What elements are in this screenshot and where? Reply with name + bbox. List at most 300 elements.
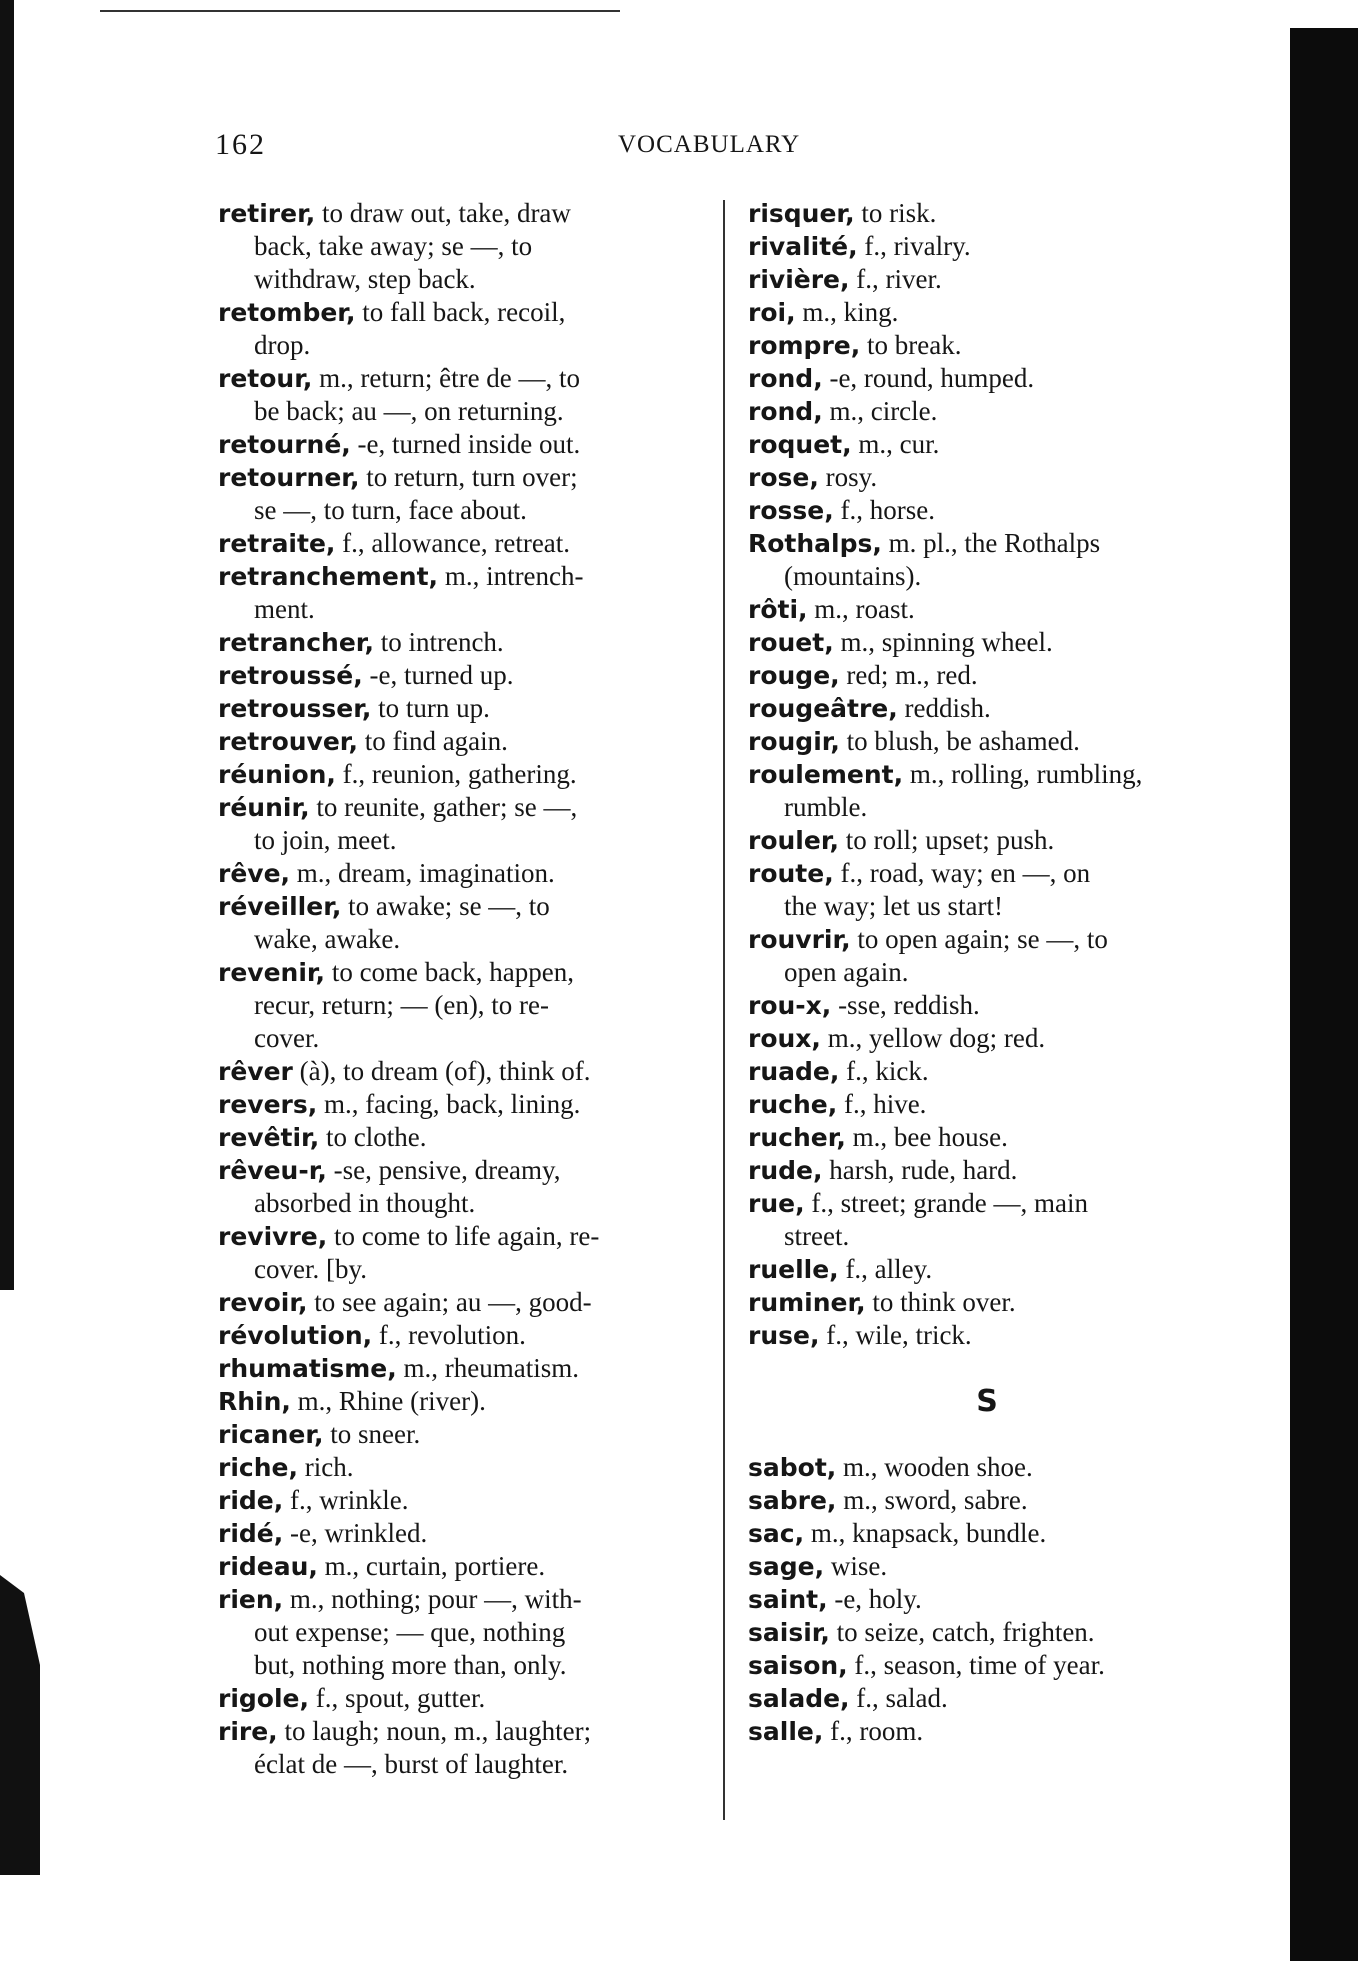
left-column: [218, 197, 700, 1781]
entry-continuation-line: [218, 1748, 700, 1781]
entry-continuation-line: [748, 791, 1226, 824]
definition-text: m., cur.: [858, 429, 940, 459]
entry-first-line: [748, 857, 1226, 890]
definition-text: to open again; se —, to: [857, 924, 1108, 954]
headword: rosse,: [748, 496, 834, 525]
entry-first-line: [748, 1253, 1226, 1286]
entry-continuation-line: [748, 560, 1226, 593]
definition-text: m., yellow dog; red.: [827, 1023, 1046, 1053]
vocab-entry: [748, 923, 1226, 989]
entry-first-line: [748, 1055, 1226, 1088]
headword: rêveu-r,: [218, 1156, 327, 1185]
vocab-entry: [748, 659, 1226, 692]
headword: rivalité,: [748, 232, 858, 261]
entry-first-line: [218, 1286, 700, 1319]
entry-first-line: [748, 1286, 1226, 1319]
entry-first-line: [218, 758, 700, 791]
headword: rouler,: [748, 826, 839, 855]
headword: roulement,: [748, 760, 904, 789]
vocab-entry: [748, 527, 1226, 593]
entry-first-line: [218, 461, 700, 494]
headword: Rothalps,: [748, 529, 882, 558]
vocab-entry: [748, 857, 1226, 923]
definition-text: harsh, rude, hard.: [829, 1155, 1018, 1185]
definition-text: to find again.: [364, 726, 508, 756]
headword: saint,: [748, 1585, 828, 1614]
definition-text: to join, meet.: [254, 825, 397, 855]
headword: roi,: [748, 298, 796, 327]
vocab-entry: [748, 296, 1226, 329]
vocab-entry: [748, 197, 1226, 230]
vocab-entry: [748, 1319, 1226, 1352]
definition-text: m., bee house.: [852, 1122, 1008, 1152]
vocab-entry: [748, 1616, 1226, 1649]
definition-text: m., spinning wheel.: [840, 627, 1053, 657]
vocab-entry: [218, 527, 700, 560]
page-number: 162: [215, 128, 266, 161]
vocab-entry: [218, 1055, 700, 1088]
entry-first-line: [748, 230, 1226, 263]
definition-text: m., knapsack, bundle.: [810, 1518, 1047, 1548]
entry-first-line: [748, 1682, 1226, 1715]
vocab-entry: [748, 1517, 1226, 1550]
headword: rivière,: [748, 265, 850, 294]
definition-text: -e, turned inside out.: [357, 429, 581, 459]
entry-continuation-line: [218, 263, 700, 296]
entry-continuation-line: [748, 1220, 1226, 1253]
headword: ruminer,: [748, 1288, 866, 1317]
definition-text: f., revolution.: [378, 1320, 526, 1350]
definition-text: to laugh; noun, m., laughter;: [284, 1716, 592, 1746]
vocab-entry: [218, 560, 700, 626]
vocab-entry: [748, 1121, 1226, 1154]
vocab-entry: [218, 197, 700, 296]
definition-text: m., curtain, portiere.: [324, 1551, 546, 1581]
entry-first-line: [218, 1385, 700, 1418]
headword: retroussé,: [218, 661, 363, 690]
vocab-entry: [748, 725, 1226, 758]
entry-continuation-line: [748, 956, 1226, 989]
definition-text: to return, turn over;: [366, 462, 578, 492]
entry-first-line: [748, 626, 1226, 659]
headword: retour,: [218, 364, 313, 393]
definition-text: to sneer.: [330, 1419, 421, 1449]
definition-text: éclat de —, burst of laughter.: [254, 1749, 569, 1779]
entry-first-line: [218, 1583, 700, 1616]
entry-first-line: [748, 428, 1226, 461]
scan-top-rule: [100, 10, 620, 12]
entry-first-line: [748, 1715, 1226, 1748]
entry-first-line: [218, 890, 700, 923]
headword: retraite,: [218, 529, 336, 558]
entry-first-line: [748, 1550, 1226, 1583]
entry-first-line: [218, 1418, 700, 1451]
scan-left-notch: [0, 1575, 40, 1875]
scan-right-edge: [1290, 28, 1358, 1961]
definition-text: to turn up.: [378, 693, 490, 723]
vocab-entry: [748, 692, 1226, 725]
definition-text: f., alley.: [845, 1254, 933, 1284]
vocab-entry: [748, 593, 1226, 626]
entry-first-line: [748, 197, 1226, 230]
vocab-entry: [218, 1715, 700, 1781]
entry-first-line: [748, 593, 1226, 626]
headword: revoir,: [218, 1288, 308, 1317]
vocab-entry: [748, 428, 1226, 461]
definition-text: f., street; grande —, main: [811, 1188, 1089, 1218]
headword: retrousser,: [218, 694, 372, 723]
definition-text: f., wrinkle.: [290, 1485, 409, 1515]
headword: rou-x,: [748, 991, 832, 1020]
vocab-entry: [218, 428, 700, 461]
running-head: VOCABULARY: [618, 131, 801, 158]
definition-text: -e, round, humped.: [829, 363, 1035, 393]
definition-text: -sse, reddish.: [838, 990, 980, 1020]
headword: rond,: [748, 397, 823, 426]
definition-text: street.: [784, 1221, 850, 1251]
vocab-entry: [748, 758, 1226, 824]
definition-text: f., season, time of year.: [854, 1650, 1105, 1680]
entry-first-line: [218, 1088, 700, 1121]
vocab-entry: [748, 230, 1226, 263]
entry-continuation-line: [218, 230, 700, 263]
definition-text: red; m., red.: [846, 660, 978, 690]
entry-first-line: [748, 1649, 1226, 1682]
headword: rompre,: [748, 331, 861, 360]
definition-text: drop.: [254, 330, 311, 360]
vocab-entry: [748, 824, 1226, 857]
definition-text: -e, holy.: [834, 1584, 922, 1614]
entry-first-line: [218, 659, 700, 692]
entry-continuation-line: [218, 1187, 700, 1220]
entry-continuation-line: [218, 824, 700, 857]
entry-continuation-line: [218, 923, 700, 956]
entry-first-line: [218, 527, 700, 560]
vocab-entry: [218, 890, 700, 956]
vocab-entry: [748, 1286, 1226, 1319]
headword: rien,: [218, 1585, 284, 1614]
entry-first-line: [218, 1715, 700, 1748]
entry-first-line: [748, 296, 1226, 329]
entry-first-line: [218, 956, 700, 989]
headword: réunion,: [218, 760, 336, 789]
definition-text: f., hive.: [843, 1089, 927, 1119]
entry-first-line: [748, 824, 1226, 857]
entry-first-line: [748, 1517, 1226, 1550]
entry-first-line: [218, 1517, 700, 1550]
entry-first-line: [748, 362, 1226, 395]
vocab-entry: [218, 791, 700, 857]
headword: salade,: [748, 1684, 850, 1713]
definition-text: m., intrench-: [444, 561, 584, 591]
definition-text: rumble.: [784, 792, 868, 822]
entry-first-line: [748, 923, 1226, 956]
headword: revers,: [218, 1090, 318, 1119]
definition-text: m., Rhine (river).: [297, 1386, 486, 1416]
entry-first-line: [748, 494, 1226, 527]
definition-text: m., rolling, rumbling,: [909, 759, 1143, 789]
definition-text: m., wooden shoe.: [843, 1452, 1033, 1482]
definition-text: cover.: [254, 1023, 320, 1053]
definition-text: to intrench.: [380, 627, 504, 657]
scan-left-edge: [0, 0, 14, 1290]
entry-first-line: [748, 758, 1226, 791]
headword: ruche,: [748, 1090, 838, 1119]
definition-text: to come back, happen,: [331, 957, 574, 987]
definition-text: f., rivalry.: [864, 231, 971, 261]
entry-first-line: [748, 1154, 1226, 1187]
definition-text: wise.: [830, 1551, 888, 1581]
definition-text: m., sword, sabre.: [843, 1485, 1028, 1515]
entry-first-line: [748, 527, 1226, 560]
section-letter-heading: S: [976, 1384, 998, 1419]
definition-text: to come to life again, re-: [333, 1221, 600, 1251]
vocab-entry: [218, 659, 700, 692]
vocab-entry: [748, 1583, 1226, 1616]
entry-first-line: [218, 362, 700, 395]
vocab-entry: [748, 989, 1226, 1022]
definition-text: to clothe.: [325, 1122, 427, 1152]
definition-text: f., kick.: [846, 1056, 929, 1086]
entry-first-line: [218, 560, 700, 593]
vocab-entry: [218, 1220, 700, 1286]
entry-first-line: [748, 1187, 1226, 1220]
vocab-entry: [218, 1121, 700, 1154]
entry-first-line: [748, 329, 1226, 362]
vocab-entry: [748, 362, 1226, 395]
vocab-entry: [218, 725, 700, 758]
headword: roquet,: [748, 430, 852, 459]
vocab-entry: [218, 296, 700, 362]
definition-text: to roll; upset; push.: [845, 825, 1055, 855]
vocab-entry: [218, 956, 700, 1055]
headword: sac,: [748, 1519, 805, 1548]
headword: rouet,: [748, 628, 834, 657]
entry-first-line: [748, 1088, 1226, 1121]
headword: rose,: [748, 463, 819, 492]
entry-first-line: [218, 1055, 700, 1088]
vocab-entry: [748, 1451, 1226, 1484]
definition-text: out expense; — que, nothing: [254, 1617, 566, 1647]
headword: ruelle,: [748, 1255, 839, 1284]
vocab-entry: [218, 857, 700, 890]
headword: rôti,: [748, 595, 808, 624]
vocab-entry: [748, 1253, 1226, 1286]
vocab-entry: [748, 1022, 1226, 1055]
entry-first-line: [748, 461, 1226, 494]
entry-first-line: [748, 1616, 1226, 1649]
entry-continuation-line: [218, 1649, 700, 1682]
definition-text: to draw out, take, draw: [322, 198, 571, 228]
definition-text: f., wile, trick.: [826, 1320, 972, 1350]
headword: rire,: [218, 1717, 278, 1746]
entry-first-line: [218, 1484, 700, 1517]
definition-text: m., dream, imagination.: [296, 858, 555, 888]
headword: route,: [748, 859, 834, 888]
vocab-entry: [748, 263, 1226, 296]
headword: ruse,: [748, 1321, 820, 1350]
vocab-entry: [748, 1649, 1226, 1682]
headword: rue,: [748, 1189, 805, 1218]
vocab-entry: [218, 1451, 700, 1484]
headword: riche,: [218, 1453, 298, 1482]
entry-first-line: [748, 692, 1226, 725]
headword: revêtir,: [218, 1123, 320, 1152]
entry-continuation-line: [218, 1253, 700, 1286]
entry-first-line: [218, 1682, 700, 1715]
definition-text: to see again; au —, good-: [314, 1287, 592, 1317]
vocab-entry: [218, 461, 700, 527]
headword: saisir,: [748, 1618, 830, 1647]
entry-continuation-line: [218, 1022, 700, 1055]
vocab-entry: [748, 461, 1226, 494]
entry-continuation-line: [218, 989, 700, 1022]
vocab-entry: [218, 1319, 700, 1352]
entry-first-line: [748, 263, 1226, 296]
definition-text: -e, turned up.: [369, 660, 514, 690]
entry-continuation-line: [218, 494, 700, 527]
entry-first-line: [218, 1319, 700, 1352]
headword: rouge,: [748, 661, 840, 690]
definition-text: -e, wrinkled.: [290, 1518, 428, 1548]
entry-first-line: [218, 296, 700, 329]
definition-text: open again.: [784, 957, 909, 987]
vocab-entry: [748, 1187, 1226, 1253]
vocab-entry: [748, 1550, 1226, 1583]
headword: réunir,: [218, 793, 310, 822]
entry-first-line: [218, 1550, 700, 1583]
headword: risquer,: [748, 199, 855, 228]
entry-first-line: [748, 725, 1226, 758]
headword: rucher,: [748, 1123, 846, 1152]
entry-first-line: [218, 428, 700, 461]
definition-text: m., nothing; pour —, with-: [289, 1584, 582, 1614]
headword: Rhin,: [218, 1387, 291, 1416]
definition-text: se —, to turn, face about.: [254, 495, 527, 525]
definition-text: to awake; se —, to: [348, 891, 550, 921]
headword: revenir,: [218, 958, 326, 987]
vocab-entry: [748, 1484, 1226, 1517]
headword: rougir,: [748, 727, 840, 756]
definition-text: the way; let us start!: [784, 891, 1003, 921]
entry-first-line: [748, 989, 1226, 1022]
headword: rude,: [748, 1156, 823, 1185]
vocab-entry: [218, 362, 700, 428]
headword: sage,: [748, 1552, 825, 1581]
vocab-entry: [748, 1055, 1226, 1088]
entry-first-line: [218, 791, 700, 824]
entry-continuation-line: [218, 329, 700, 362]
definition-text: cover. [by.: [254, 1254, 367, 1284]
definition-text: to risk.: [861, 198, 937, 228]
entry-first-line: [748, 1583, 1226, 1616]
headword: sabre,: [748, 1486, 837, 1515]
vocab-entry: [218, 1385, 700, 1418]
definition-text: (mountains).: [784, 561, 922, 591]
definition-text: wake, awake.: [254, 924, 401, 954]
vocab-entry: [748, 1154, 1226, 1187]
definition-text: m., facing, back, lining.: [324, 1089, 581, 1119]
headword: retirer,: [218, 199, 316, 228]
vocab-entry: [218, 692, 700, 725]
vocab-entry: [218, 1286, 700, 1319]
right-column: [748, 197, 1226, 1748]
headword: sabot,: [748, 1453, 837, 1482]
definition-text: rosy.: [825, 462, 878, 492]
definition-text: m., king.: [802, 297, 899, 327]
column-divider: [723, 200, 725, 1820]
headword: révolution,: [218, 1321, 373, 1350]
definition-text: m., return; être de —, to: [319, 363, 581, 393]
entry-first-line: [218, 1352, 700, 1385]
definition-text: rich.: [304, 1452, 354, 1482]
headword: rhumatisme,: [218, 1354, 397, 1383]
entry-continuation-line: [218, 1616, 700, 1649]
definition-text: f., road, way; en —, on: [840, 858, 1091, 888]
entry-first-line: [218, 692, 700, 725]
vocab-entry: [218, 1517, 700, 1550]
headword: rougeâtre,: [748, 694, 898, 723]
headword: rond,: [748, 364, 823, 393]
definition-text: but, nothing more than, only.: [254, 1650, 567, 1680]
definition-text: ment.: [254, 594, 315, 624]
definition-text: f., room.: [830, 1716, 924, 1746]
headword: rigole,: [218, 1684, 309, 1713]
vocab-entry: [218, 1682, 700, 1715]
vocab-entry: [218, 758, 700, 791]
definition-text: f., spout, gutter.: [315, 1683, 486, 1713]
definition-text: m., roast.: [814, 594, 915, 624]
entry-first-line: [218, 1451, 700, 1484]
definition-text: -se, pensive, dreamy,: [333, 1155, 561, 1185]
headword: rêve,: [218, 859, 291, 888]
vocab-entry: [218, 1352, 700, 1385]
entry-first-line: [748, 1484, 1226, 1517]
headword: retourné,: [218, 430, 351, 459]
entry-first-line: [218, 626, 700, 659]
vocab-entry: [218, 626, 700, 659]
headword: retranchement,: [218, 562, 439, 591]
definition-text: f., salad.: [856, 1683, 948, 1713]
definition-text: to seize, catch, frighten.: [836, 1617, 1095, 1647]
definition-text: to break.: [866, 330, 962, 360]
vocab-entry: [218, 1583, 700, 1682]
definition-text: reddish.: [904, 693, 991, 723]
entry-first-line: [748, 1121, 1226, 1154]
definition-text: to blush, be ashamed.: [846, 726, 1080, 756]
definition-text: withdraw, step back.: [254, 264, 476, 294]
headword: ruade,: [748, 1057, 840, 1086]
definition-text: m. pl., the Rothalps: [888, 528, 1101, 558]
headword: retrancher,: [218, 628, 374, 657]
definition-text: f., reunion, gathering.: [342, 759, 577, 789]
headword: réveiller,: [218, 892, 342, 921]
vocab-entry: [218, 1418, 700, 1451]
headword: ricaner,: [218, 1420, 324, 1449]
vocab-entry: [748, 395, 1226, 428]
headword: revivre,: [218, 1222, 328, 1251]
definition-text: f., horse.: [840, 495, 935, 525]
entry-first-line: [218, 1220, 700, 1253]
vocab-entry: [748, 329, 1226, 362]
vocab-entry: [748, 626, 1226, 659]
entry-first-line: [218, 725, 700, 758]
entry-continuation-line: [218, 395, 700, 428]
definition-text: (à), to dream (of), think of.: [299, 1056, 591, 1086]
definition-text: to think over.: [872, 1287, 1016, 1317]
vocab-entry: [218, 1550, 700, 1583]
vocab-entry: [748, 1088, 1226, 1121]
